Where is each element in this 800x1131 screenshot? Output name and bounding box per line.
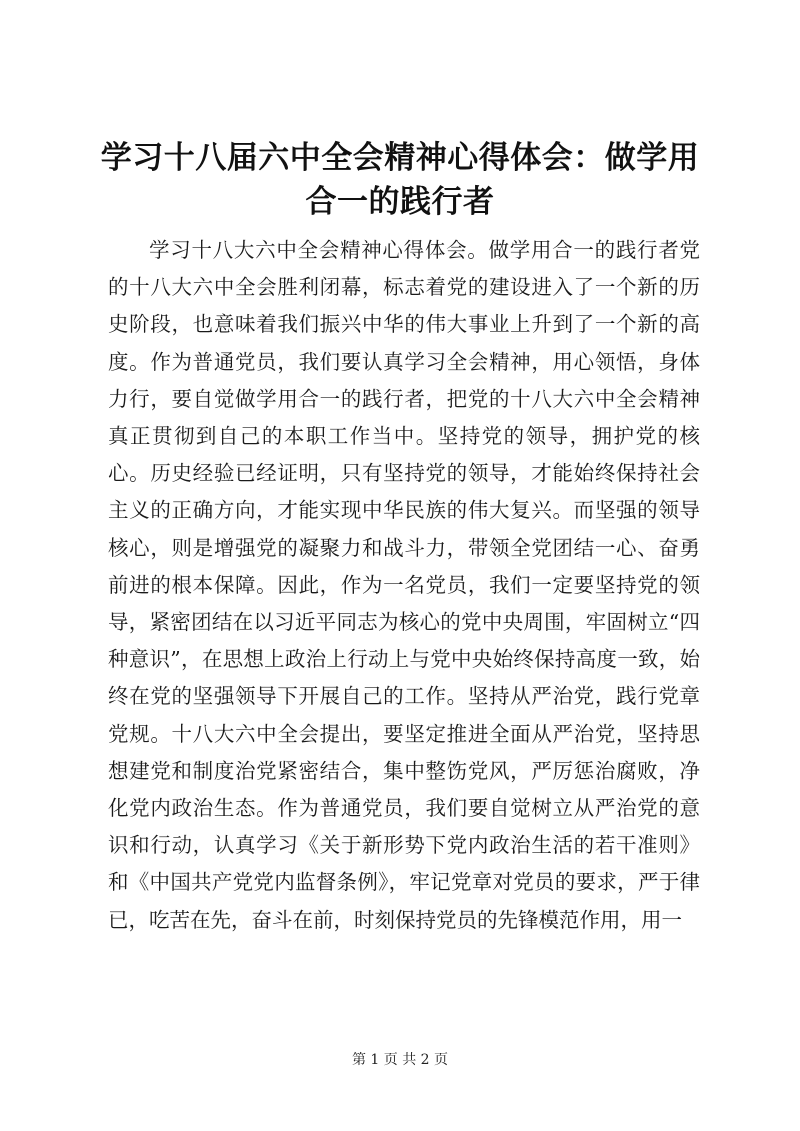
page-footer-page-number: 第 1 页 共 2 页 bbox=[351, 1052, 449, 1068]
document-title: 学习十八届六中全会精神心得体会：做学用合一的践行者 bbox=[100, 140, 700, 220]
document-body-paragraph: 学习十八大六中全会精神心得体会。做学用合一的践行者党的十八大六中全会胜利闭幕，标志着党的建设进入了一个新的历史阶段，也意味着我们振兴中华的伟大事业上升到了一个新的高度。作为普通党员，我们要认真学习全会精神，用心领悟，身体力行，要自觉做学用合一的践行者，把党的十八大六中全会精神真正贯彻到自己的本职工作当中。坚持党的领导，拥护党的核心。历史经验已经证明，只有坚持党的领导，才能始终保持社会主义的正确方向，才能实现中华民族的伟大复兴。而坚强的领导核心，则是增强党的凝聚力和战斗力，带领全党团结一心、奋勇前进的根本保障。因此，作为一名党员，我们一定要坚持党的领导，紧密团结在以习近平同志为核心的党中央周围，牢固树立“四种意识”，在思想上政治上行动上与党中央始终保持高度一致，始终在党的坚强领导下开展自己的工作。坚持从严治党，践行党章党规。十八大六中全会提出，要坚定推进全面从严治党，坚持思想建党和制度治党紧密结合，集中整饬党风，严厉惩治腐败，净化党内政治生态。作为普通党员，我们要自觉树立从严治党的意识和行动，认真学习《关于新形势下党内政治生活的若干准则》和《中国共产党党内监督条例》，牢记党章对党员的要求，严于律已，吃苦在先，奋斗在前，时刻保持党员的先锋模范作用，用一 bbox=[108, 238, 700, 932]
